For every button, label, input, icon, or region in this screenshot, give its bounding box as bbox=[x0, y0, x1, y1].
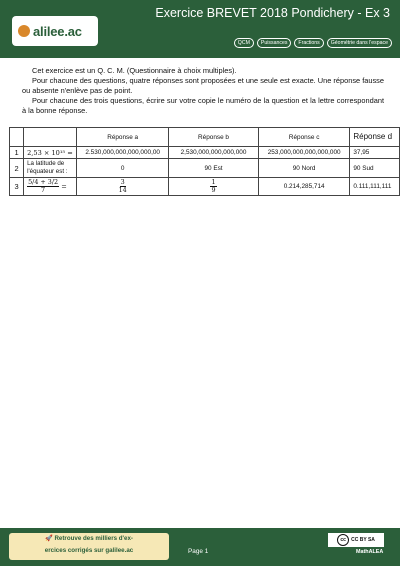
fraction-numerator: 5/4 + 3/2 bbox=[28, 178, 59, 186]
galilee-logo[interactable] bbox=[12, 16, 98, 46]
question-number: 1 bbox=[10, 147, 24, 159]
promo-box[interactable] bbox=[9, 533, 169, 560]
answer-b: 90 Est bbox=[169, 159, 259, 178]
answer-d: 37,95 bbox=[350, 147, 400, 159]
header-reponse-b: Réponse b bbox=[169, 128, 259, 147]
fraction-denominator: 14 bbox=[118, 186, 127, 194]
fraction-answer bbox=[119, 179, 127, 194]
fraction-numerator: 3 bbox=[120, 178, 125, 186]
tag-geometrie: Géométrie dans l'espace bbox=[327, 38, 392, 48]
question-expression bbox=[24, 178, 77, 196]
header-reponse-a: Réponse a bbox=[77, 128, 169, 147]
intro-paragraph-2: Pour chacune des questions, quatre réponses sont proposées et une seule est exacte. Une réponse fausse ou absente n'enlève pas de point. bbox=[22, 76, 384, 95]
mathalea-brand: MathALEA bbox=[356, 549, 384, 555]
question-expression: La latitude de l'équateur est : bbox=[24, 159, 77, 178]
table-row bbox=[10, 159, 400, 178]
fraction-denominator: 7 bbox=[41, 186, 46, 194]
answer-b bbox=[169, 178, 259, 196]
header-bar bbox=[0, 0, 400, 58]
qcm-table bbox=[9, 127, 400, 196]
equals-sign: = bbox=[61, 182, 67, 191]
corner-cell bbox=[10, 128, 24, 147]
header-reponse-c: Réponse c bbox=[258, 128, 349, 147]
corner-cell-question bbox=[24, 128, 77, 147]
page-number: Page 1 bbox=[188, 548, 209, 555]
answer-a: 2.530,000,000,000,000,00 bbox=[77, 147, 169, 159]
intro-paragraph-1: Cet exercice est un Q. C. M. (Questionnaire à choix multiples). bbox=[32, 66, 237, 75]
answer-c: 253,000,000,000,000,000 bbox=[258, 147, 349, 159]
answer-c: 0.214,285,714 bbox=[258, 178, 349, 196]
fraction-answer bbox=[210, 179, 216, 194]
exercise-title: Exercice BREVET 2018 Pondichery - Ex 3 bbox=[155, 6, 390, 20]
fraction-numerator: 1 bbox=[211, 178, 216, 186]
question-fraction bbox=[27, 179, 59, 194]
answer-a bbox=[77, 178, 169, 196]
answer-c: 90 Nord bbox=[258, 159, 349, 178]
answer-d: 0.111,111,111 bbox=[350, 178, 400, 196]
tag-puissances: Puissances bbox=[257, 38, 292, 48]
question-expression: 2,53 × 10¹⁵ = bbox=[24, 147, 77, 159]
cc-license-badge[interactable] bbox=[328, 533, 384, 547]
question-number: 3 bbox=[10, 178, 24, 196]
question-number: 2 bbox=[10, 159, 24, 178]
header-reponse-d: Réponse d bbox=[350, 128, 400, 147]
answer-a: 0 bbox=[77, 159, 169, 178]
tag-fractions: Fractions bbox=[294, 38, 323, 48]
cc-icon: cc bbox=[337, 534, 349, 546]
table-row bbox=[10, 178, 400, 196]
logo-text: alilee.ac bbox=[33, 23, 82, 39]
promo-line-2: ercices corrigés sur galilee.ac bbox=[44, 547, 134, 554]
cc-label: CC BY SA bbox=[351, 537, 375, 543]
galilee-g-icon bbox=[18, 25, 30, 37]
promo-line-1: 🚀 Retrouve des milliers d'ex- bbox=[45, 535, 133, 542]
fraction-denominator: 9 bbox=[211, 186, 216, 194]
topic-tags bbox=[234, 38, 392, 48]
answer-d: 90 Sud bbox=[350, 159, 400, 178]
exercise-intro bbox=[22, 66, 384, 116]
intro-paragraph-3: Pour chacune des trois questions, écrire sur votre copie le numéro de la question et la lettre correspondant à la bonne réponse. bbox=[22, 96, 384, 115]
table-header-row bbox=[10, 128, 400, 147]
answer-b: 2,530,000,000,000,000 bbox=[169, 147, 259, 159]
table-row bbox=[10, 147, 400, 159]
tag-qcm: QCM bbox=[234, 38, 254, 48]
